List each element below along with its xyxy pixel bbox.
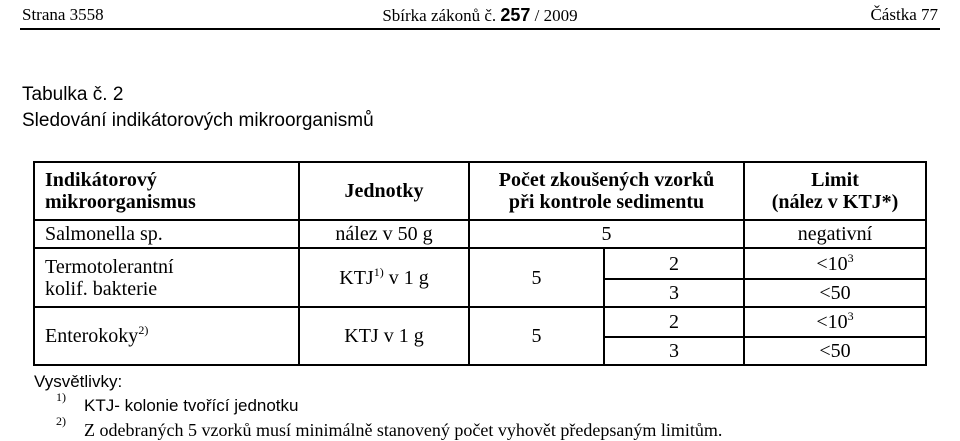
entero-samples: 5 xyxy=(469,307,604,365)
entero-sub1-count: 2 xyxy=(604,307,744,337)
note-1 xyxy=(56,390,299,416)
page-number: Strana 3558 xyxy=(22,5,104,24)
header-organism: Indikátorový mikroorganismus xyxy=(34,162,299,220)
note-1-text: KTJ- kolonie tvořící jednotku xyxy=(84,396,299,415)
part-number: Částka 77 xyxy=(870,5,938,24)
note-1-mark: 1) xyxy=(56,390,66,404)
indicator-table xyxy=(33,161,927,366)
header-unit: Jednotky xyxy=(299,162,469,220)
entero-unit: KTJ v 1 g xyxy=(299,307,469,365)
entero-sub2-limit: <50 xyxy=(744,337,926,365)
table-row xyxy=(34,248,926,279)
collection-name: Sbírka zákonů č. xyxy=(382,5,497,25)
table-row xyxy=(34,307,926,337)
table-title: Sledování indikátorových mikroorganismů xyxy=(22,110,374,131)
termo-organism: Termotolerantní kolif. bakterie xyxy=(34,248,299,307)
header-limit: Limit (nález v KTJ*) xyxy=(744,162,926,220)
page-header xyxy=(22,4,938,26)
header-samples: Počet zkoušených vzorků při kontrole sedimentu xyxy=(469,162,744,220)
salmonella-unit: nález v 50 g xyxy=(299,220,469,248)
termo-sub2-limit: <50 xyxy=(744,279,926,307)
note-2 xyxy=(56,414,723,441)
salmonella-samples: 5 xyxy=(469,220,744,248)
termo-sub2-count: 3 xyxy=(604,279,744,307)
collection-year: / 2009 xyxy=(534,5,578,25)
entero-organism: Enterokoky$^{2)}$ xyxy=(34,307,299,365)
entero-sub2-count: 3 xyxy=(604,337,744,365)
notes-heading: Vysvětlivky: xyxy=(34,372,123,391)
header-rule xyxy=(20,28,940,30)
collection-title xyxy=(22,5,938,26)
termo-sub1-limit: $<10^3$ xyxy=(744,248,926,279)
termo-sub1-count: 2 xyxy=(604,248,744,279)
salmonella-limit: negativní xyxy=(744,220,926,248)
termo-samples: 5 xyxy=(469,248,604,307)
table-label: Tabulka č. 2 xyxy=(22,84,124,105)
header-row xyxy=(34,162,926,220)
entero-sub1-limit: $<10^3$ xyxy=(744,307,926,337)
collection-number: 257 xyxy=(500,4,531,25)
note-2-mark: 2) xyxy=(56,414,66,428)
note-2-text: Z odebraných 5 vzorků musí minimálně stanovený počet vyhovět předepsaným limitům. xyxy=(84,420,723,440)
table-row xyxy=(34,220,926,248)
termo-unit: KTJ$^{1)}$ v 1 g xyxy=(299,248,469,307)
salmonella-organism: Salmonella sp. xyxy=(34,220,299,248)
